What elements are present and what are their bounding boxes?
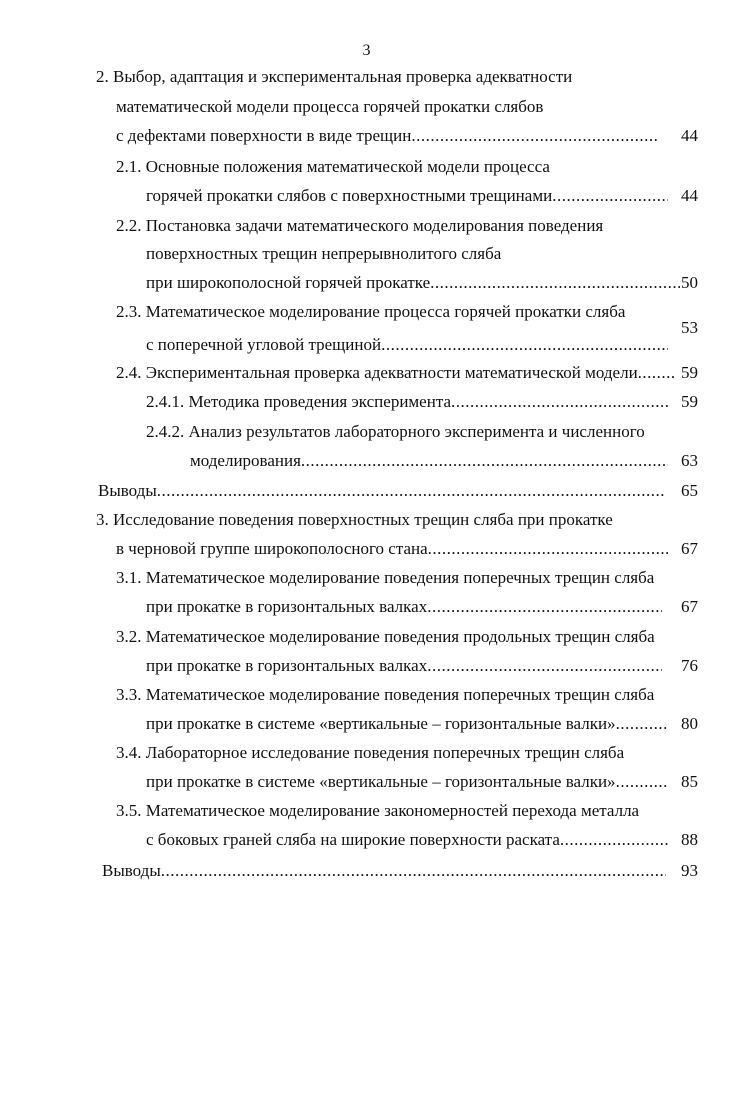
dot-leader	[411, 125, 658, 147]
toc-2-3-line2: с поперечной угловой трещиной .....	[146, 334, 668, 356]
toc-3-2-page: 76	[681, 656, 698, 675]
toc-2-2-line2: поверхностных трещин непрерывнолитого сляба	[146, 244, 502, 263]
page-number: 3	[362, 42, 371, 59]
toc-ch2-page: 44	[681, 126, 698, 145]
toc-ch3-page: 67	[681, 539, 698, 558]
toc-ch3-line1: 3. Исследование поведения поверхностных трещин сляба при прокатке	[96, 510, 613, 529]
toc-3-4-page: 85	[681, 772, 698, 791]
dot-leader	[428, 538, 668, 560]
toc-2-2-page: 50	[681, 273, 698, 292]
dot-leader	[427, 655, 662, 677]
toc-ch2-line1: 2. Выбор, адаптация и экспериментальная проверка адекватности	[96, 67, 573, 86]
toc-2-4-page: 59	[681, 363, 698, 382]
toc-2-3-line1: 2.3. Математическое моделирование процесса горячей прокатки сляба	[116, 302, 626, 321]
toc-2-4-2-line1: 2.4.2. Анализ результатов лабораторного эксперимента и численного	[146, 422, 645, 441]
dot-leader	[161, 860, 666, 882]
toc-3-2-line2: при прокатке в горизонтальных валках .....	[146, 655, 662, 677]
toc-3-3-line1: 3.3. Математическое моделирование поведения поперечных трещин сляба	[116, 685, 655, 704]
dot-leader	[451, 391, 668, 413]
toc-2-4-line1: 2.4. Экспериментальная проверка адекватности математической модели .....	[116, 362, 676, 384]
toc-2-1-page: 44	[681, 186, 698, 205]
toc-3-5-line1: 3.5. Математическое моделирование закономерностей перехода металла	[116, 801, 640, 820]
toc-2-4-1-page: 59	[681, 392, 698, 411]
toc-3-5-page: 88	[681, 830, 698, 849]
toc-ch3-line2: в черновой группе широкополосного стана .....	[116, 538, 668, 560]
toc-2-2-line3: при широкополосной горячей прокатке .....	[146, 272, 680, 294]
dot-leader	[301, 450, 668, 472]
toc-2-4-2-page: 63	[681, 451, 698, 470]
toc-3-5-line2: с боковых граней сляба на широкие поверхности раската .....	[146, 829, 668, 851]
toc-3-3-line2: при прокатке в системе «вертикальные – горизонтальные валки» .....	[146, 713, 668, 735]
toc-3-1-line1: 3.1. Математическое моделирование поведения поперечных трещин сляба	[116, 568, 655, 587]
toc-conclusions-2: Выводы .....	[98, 480, 666, 502]
toc-3-4-line1: 3.4. Лабораторное исследование поведения поперечных трещин сляба	[116, 743, 625, 762]
dot-leader	[552, 185, 668, 207]
toc-2-3-page: 53	[681, 318, 698, 337]
toc-3-3-page: 80	[681, 714, 698, 733]
toc-ch2-line3: с дефектами поверхности в виде трещин .....	[116, 125, 658, 147]
toc-3-1-page: 67	[681, 597, 698, 616]
toc-2-4-2-line2: моделирования .....	[190, 450, 668, 472]
dot-leader	[157, 480, 666, 502]
toc-2-1-line2: горячей прокатки слябов с поверхностными трещинами .....	[146, 185, 668, 207]
toc-3-2-line1: 3.2. Математическое моделирование поведения продольных трещин сляба	[116, 627, 655, 646]
dot-leader	[427, 596, 662, 618]
toc-2-4-1-line1: 2.4.1. Методика проведения эксперимента .....	[146, 391, 668, 413]
toc-ch2-line2: математической модели процесса горячей прокатки слябов	[116, 97, 544, 116]
toc-2-2-line1: 2.2. Постановка задачи математического моделирования поведения	[116, 216, 604, 235]
toc-conclusions-2-page: 65	[681, 481, 698, 500]
toc-conclusions-3: Выводы .....	[102, 860, 666, 882]
dot-leader	[430, 272, 680, 294]
dot-leader	[560, 829, 668, 851]
dot-leader	[616, 713, 668, 735]
toc-3-1-line2: при прокатке в горизонтальных валках .....	[146, 596, 662, 618]
toc-conclusions-3-page: 93	[681, 861, 698, 880]
dot-leader	[616, 771, 668, 793]
dot-leader	[381, 334, 668, 356]
toc-2-1-line1: 2.1. Основные положения математической модели процесса	[116, 157, 550, 176]
toc-3-4-line2: при прокатке в системе «вертикальные – горизонтальные валки» .....	[146, 771, 668, 793]
